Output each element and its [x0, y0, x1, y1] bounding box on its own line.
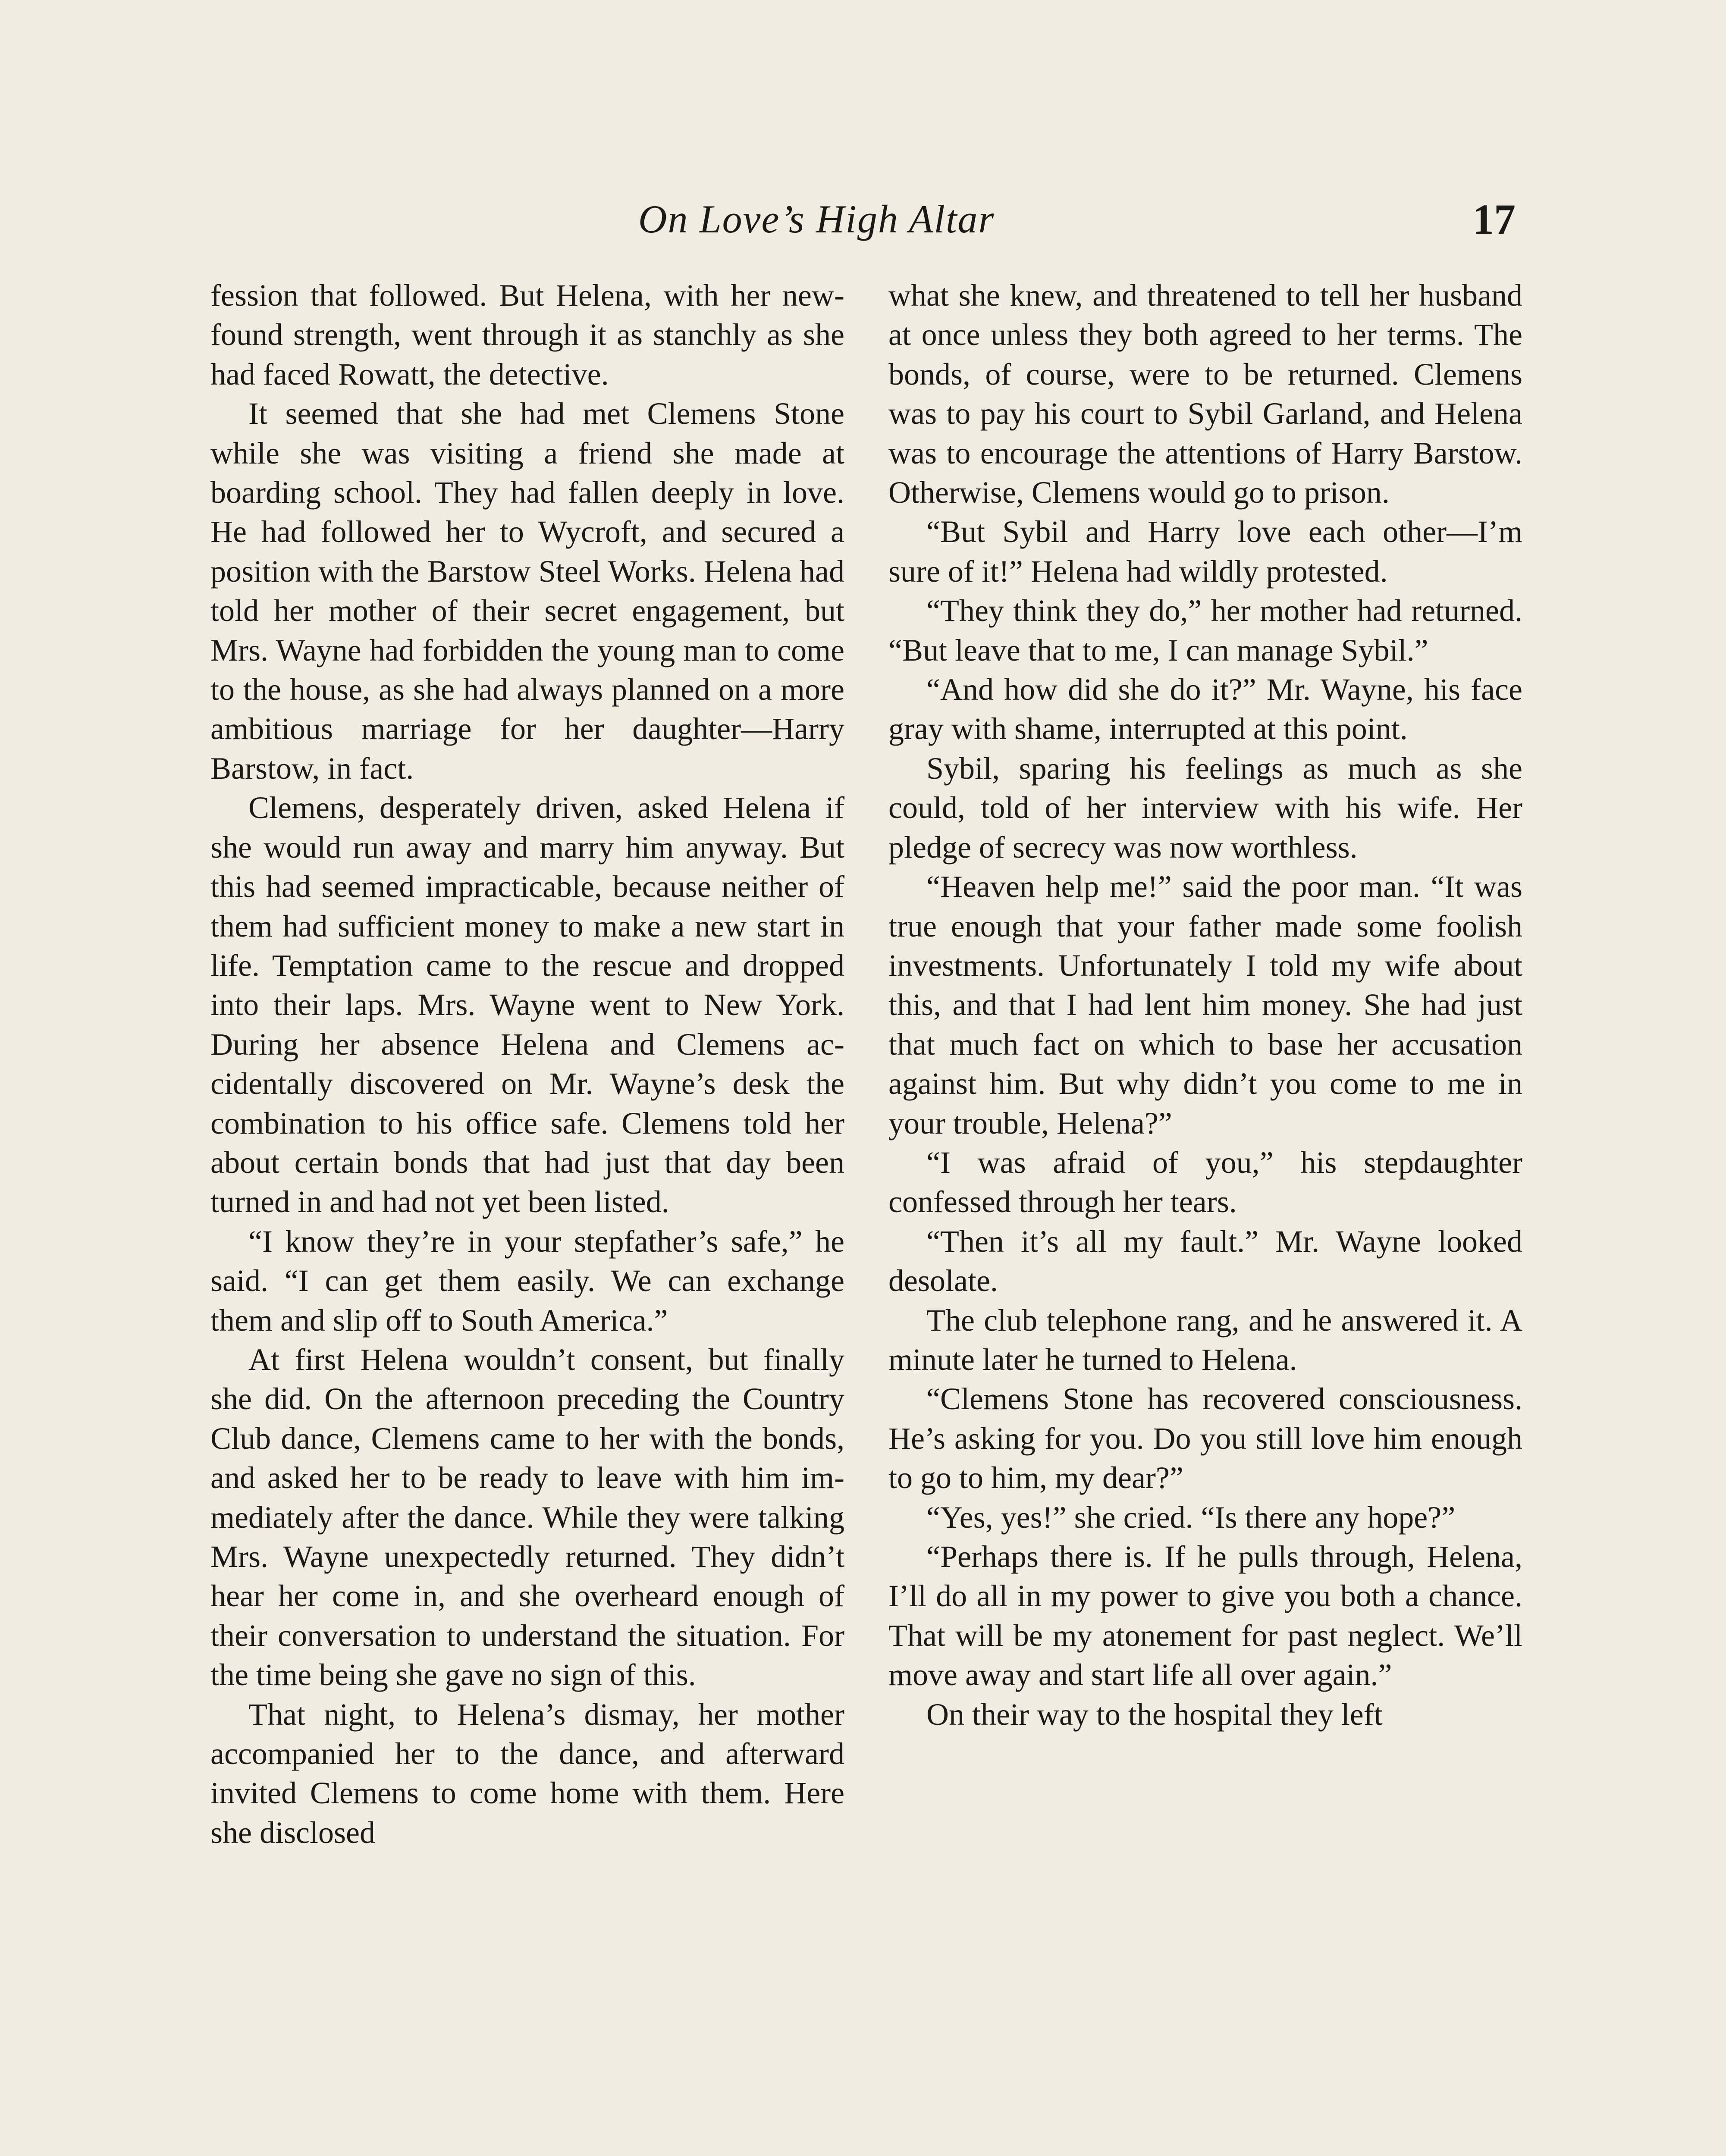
page-number: 17	[1472, 195, 1516, 243]
paragraph: “But Sybil and Harry love each other—I’m sure of it!” Helena had wildly protested.	[888, 514, 1522, 589]
paragraph: fession that followed. But Helena, with her new-found strength, went through it as stanchly as she had faced Rowatt, the detective.	[210, 278, 844, 392]
paragraph: “Perhaps there is. If he pulls through, Helena, I’ll do all in my power to give you both a chance. That will be my atonement for past neglect. We’ll move away and start life all over again.”	[888, 1539, 1522, 1692]
paragraph: That night, to Helena’s dismay, her mother accompanied her to the dance, and afterward invited Clemens to come home with them. Here she disclosed	[210, 1697, 844, 1850]
paragraph: Sybil, sparing his feelings as much as she could, told of her interview with his wife. Her pledge of secrecy was now worthless.	[888, 751, 1522, 865]
paragraph: Clemens, desperately driven, asked Helena if she would run away and marry him anyway. But this had seemed impracticable, because neither of them had sufficient money to make a new start in life. Temptation came to the rescue and dropped into their laps. Mrs. Wayne went to New York. During her absence Helena and Clemens accidentally discovered on Mr. Wayne’s desk the combination to his office safe. Clemens told her about certain bonds that had just that day been turned in and had not yet been listed.	[210, 790, 844, 1219]
paragraph: “Yes, yes!” she cried. “Is there any hope?”	[926, 1500, 1456, 1535]
paragraph: “They think they do,” her mother had returned. “But leave that to me, I can manage Sybil.”	[888, 593, 1522, 667]
page-header	[638, 196, 1516, 261]
paragraph: “I know they’re in your stepfather’s safe,” he said. “I can get them easily. We can exchange them and slip off to South America.”	[210, 1224, 844, 1338]
left-text-column	[210, 276, 844, 1852]
paragraph: “Heaven help me!” said the poor man. “It was true enough that your father made some foolish investments. Unfortunately I told my wife about this, and that I had lent him money. She had just that much fact on which to base her accusation against him. But why didn’t you come to me in your trouble, Helena?”	[888, 869, 1522, 1141]
paragraph: “I was afraid of you,” his stepdaughter confessed through her tears.	[888, 1145, 1522, 1219]
paragraph: The club telephone rang, and he answered it. A minute later he turned to Helena.	[888, 1303, 1522, 1377]
right-text-column	[888, 276, 1522, 1734]
paragraph: “Then it’s all my fault.” Mr. Wayne looked desolate.	[888, 1224, 1522, 1298]
paragraph: At first Helena wouldn’t consent, but finally she did. On the afternoon preceding the Country Club dance, Clemens came to her with the bonds, and asked her to be ready to leave with him immediately after the dance. While they were talking Mrs. Wayne unexpectedly returned. They didn’t hear her come in, and she overheard enough of their conversation to understand the situation. For the time being she gave no sign of this.	[210, 1342, 844, 1692]
paragraph: “Clemens Stone has recovered consciousness. He’s asking for you. Do you still love him enough to go to him, my dear?”	[888, 1382, 1522, 1495]
paragraph: On their way to the hospital they left	[926, 1697, 1383, 1732]
paragraph: It seemed that she had met Clemens Stone while she was visiting a friend she made at boarding school. They had fallen deeply in love. He had followed her to Wycroft, and secured a position with the Barstow Steel Works. Helena had told her mother of their secret engagement, but Mrs. Wayne had forbidden the young man to come to the house, as she had always planned on a more ambitious marriage for her daughter—Harry Barstow, in fact.	[210, 396, 844, 786]
running-title: On Love’s High Altar	[638, 197, 995, 241]
paragraph: what she knew, and threatened to tell her husband at once unless they both agreed to her terms. The bonds, of course, were to be returned. Clemens was to pay his court to Sybil Garland, and Helena was to encourage the attentions of Harry Barstow. Otherwise, Clemens would go to prison.	[888, 278, 1522, 510]
paragraph: “And how did she do it?” Mr. Wayne, his face gray with shame, interrupted at this point.	[888, 672, 1522, 746]
